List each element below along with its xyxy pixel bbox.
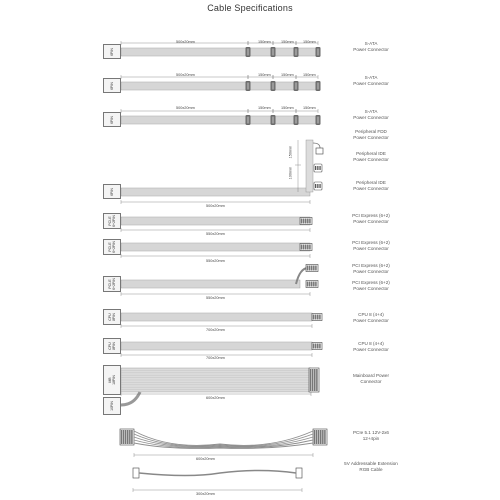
sata-connector-slot — [247, 117, 249, 124]
label-mainboard: Mainboard Power Connector — [352, 373, 389, 384]
pcie-connector-pin — [305, 219, 307, 224]
sata-connector-slot — [247, 49, 249, 56]
mainboard-connector-pin — [314, 369, 316, 391]
mainboard-connector-pin — [312, 369, 314, 391]
dim-seg-peripheral-b: 100mm — [288, 166, 293, 180]
sata-connector-slot — [295, 49, 297, 56]
dim-seg-3a: 150mm — [258, 106, 271, 110]
molex-connector-pin — [317, 166, 318, 170]
plug-10pin — [103, 397, 121, 415]
dim-main-cpu-2: 700x20mm — [206, 356, 225, 360]
rgb-connector-right — [296, 468, 302, 478]
label-ide-2: Peripheral IDE Power Connector — [353, 180, 389, 191]
pcie-connector-pin — [311, 266, 313, 271]
molex-connector-pin — [315, 166, 316, 170]
plug-label: PCI-E 6+2PIN — [108, 278, 116, 290]
dim-seg-2c: 150mm — [303, 73, 316, 77]
pcie-connector-pin — [311, 282, 313, 287]
sata-connector-slot — [317, 49, 319, 56]
label-pcie5: PCIe 5.1 12V-2x6 12+4pin — [352, 430, 389, 441]
rgb-connector-left — [133, 468, 139, 478]
label-fdd: Peripheral FDD Power Connector — [353, 129, 389, 140]
label-rgb: 5V Addressable Extension RGB Cable — [344, 461, 398, 472]
pcie5-connector-left-pin — [131, 430, 133, 444]
plug-label: CPU 8PIN — [108, 342, 116, 350]
pcie5-connector-left-pin — [127, 430, 129, 444]
pcie-connector-pin — [307, 282, 309, 287]
plug-sata-2 — [103, 78, 121, 93]
plug-label: MB 18PIN — [108, 375, 116, 385]
pcie5-connector-right-pin — [314, 430, 316, 444]
plug-label: 6PIN — [110, 115, 114, 124]
dim-seg-2b: 150mm — [281, 73, 294, 77]
label-pcie-2: PCI Express (6+2) Power Connector — [352, 240, 390, 251]
dim-main-rgb: 300x20mm — [196, 492, 215, 496]
pcie5-connector-left-pin — [129, 430, 131, 444]
cpu-connector-pin — [319, 344, 321, 349]
label-pcie-3b: PCI Express (6+2) Power Connector — [352, 280, 390, 291]
plug-cpu-2 — [103, 338, 121, 354]
label-sata-2: S-ATA Power Connector — [353, 75, 389, 86]
plug-mb-18pin — [103, 365, 121, 395]
cpu-connector-pin — [313, 315, 315, 320]
pcie5-connector-left-pin — [125, 430, 127, 444]
label-cpu-2: CPU 8 (4+4) Power Connector — [353, 341, 389, 352]
fdd-wire — [313, 143, 320, 148]
pcie-connector-pin — [313, 282, 315, 287]
sata-connector-slot — [295, 117, 297, 124]
dim-seg-peripheral-a: 150mm — [288, 145, 293, 159]
mainboard-connector-pin — [310, 369, 312, 391]
dim-main-pcie-2: 550x20mm — [206, 259, 225, 263]
label-sata-1: S-ATA Power Connector — [353, 41, 389, 52]
plug-cpu-1 — [103, 309, 121, 325]
label-pcie-3a: PCI Express (6+2) Power Connector — [352, 263, 390, 274]
pcie5-connector-left-pin — [123, 430, 125, 444]
dim-seg-1b: 150mm — [281, 40, 294, 44]
page-title: Cable Specifications — [207, 3, 293, 13]
peripheral-branch — [306, 140, 313, 192]
cpu-connector-pin — [317, 315, 319, 320]
pcie-connector-pin — [307, 245, 309, 250]
plug-peripheral — [103, 184, 121, 199]
dim-seg-1c: 150mm — [303, 40, 316, 44]
molex-connector-pin — [319, 166, 320, 170]
dim-main-sata-1: 500x20mm — [176, 40, 195, 44]
dim-main-pcie-1: 550x20mm — [206, 232, 225, 236]
molex-connector-pin — [317, 184, 318, 188]
dim-main-sata-2: 500x20mm — [176, 73, 195, 77]
plug-pcie-1 — [103, 213, 121, 229]
cpu-connector-pin — [317, 344, 319, 349]
cpu-connector-pin — [319, 315, 321, 320]
sata-connector-slot — [295, 83, 297, 90]
pcie5-connector-right-pin — [316, 430, 318, 444]
pcie-connector-pin — [301, 219, 303, 224]
dim-seg-3b: 150mm — [281, 106, 294, 110]
fdd-connector — [316, 148, 323, 154]
dim-main-pcie-3: 550x20mm — [206, 296, 225, 300]
plug-label: 6PIN — [110, 81, 114, 90]
plug-label: PCI-E 6+2PIN — [108, 241, 116, 253]
pcie-connector-pin — [309, 266, 311, 271]
label-pcie-1: PCI Express (6+2) Power Connector — [352, 213, 390, 224]
rgb-wire — [139, 471, 296, 476]
plug-sata-3 — [103, 112, 121, 127]
pcie5-connector-right-pin — [322, 430, 324, 444]
pcie5-connector-right-pin — [320, 430, 322, 444]
dim-main-pcie5: 600x20mm — [196, 457, 215, 461]
plug-label: PCI-E 6+2PIN — [108, 215, 116, 227]
label-sata-3: S-ATA Power Connector — [353, 109, 389, 120]
pcie-connector-pin — [315, 266, 317, 271]
plug-label: 6PIN — [110, 47, 114, 56]
dim-main-mainboard: 600x20mm — [206, 396, 225, 400]
pcie-connector-pin — [307, 266, 309, 271]
cpu-connector-pin — [315, 344, 317, 349]
label-cpu-1: CPU 8 (4+4) Power Connector — [353, 312, 389, 323]
pcie-connector-pin — [315, 282, 317, 287]
pcie-connector-pin — [303, 245, 305, 250]
plug-pcie-2 — [103, 239, 121, 255]
pcie-connector-pin — [313, 266, 315, 271]
dim-main-cpu-1: 700x20mm — [206, 328, 225, 332]
sata-connector-slot — [272, 49, 274, 56]
cpu-connector-pin — [315, 315, 317, 320]
pcie5-connector-left-pin — [121, 430, 123, 444]
dim-main-peripheral: 500x20mm — [206, 204, 225, 208]
cpu-connector-pin — [313, 344, 315, 349]
pcie-connector-pin — [305, 245, 307, 250]
pcie-connector-pin — [309, 219, 311, 224]
label-ide-1: Peripheral IDE Power Connector — [353, 151, 389, 162]
dim-seg-1a: 150mm — [258, 40, 271, 44]
pcie5-connector-right-pin — [324, 430, 326, 444]
molex-connector-pin — [319, 184, 320, 188]
pcie-connector-pin — [307, 219, 309, 224]
sata-connector-slot — [272, 117, 274, 124]
pcie-connector-pin — [309, 245, 311, 250]
sata-connector-slot — [272, 83, 274, 90]
pcie-connector-pin — [303, 219, 305, 224]
plug-label: CPU 8PIN — [108, 313, 116, 321]
sata-connector-slot — [317, 83, 319, 90]
dim-main-sata-3: 500x20mm — [176, 106, 195, 110]
plug-sata-1 — [103, 44, 121, 59]
plug-label: 6PIN — [110, 187, 114, 196]
pcie-connector-pin — [309, 282, 311, 287]
mainboard-connector-pin — [316, 369, 318, 391]
plug-pcie-3 — [103, 276, 121, 292]
sata-connector-slot — [317, 117, 319, 124]
pcie5-connector-right-pin — [318, 430, 320, 444]
plug-label: 10PIN — [110, 401, 114, 411]
molex-connector-pin — [315, 184, 316, 188]
dim-seg-2a: 150mm — [258, 73, 271, 77]
pcie-connector-pin — [301, 245, 303, 250]
sata-connector-slot — [247, 83, 249, 90]
dim-seg-3c: 150mm — [303, 106, 316, 110]
